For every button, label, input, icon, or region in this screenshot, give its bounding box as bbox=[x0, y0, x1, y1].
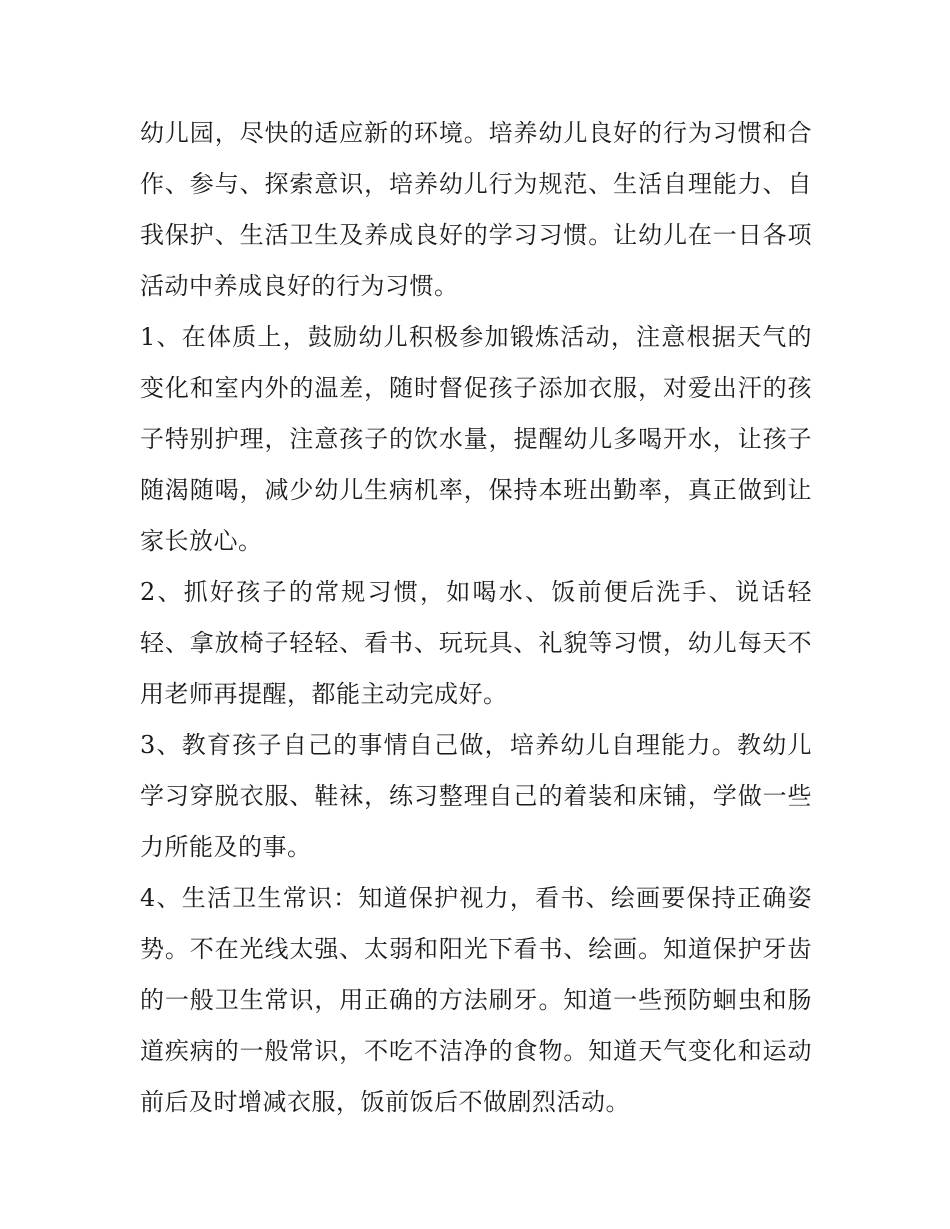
paragraph-item-1: 1、在体质上，鼓励幼儿积极参加锻炼活动，注意根据天气的变化和室内外的温差，随时督促孩子添加衣服，对爱出汗的孩子特别护理，注意孩子的饮水量，提醒幼儿多喝开水，让孩子随渴随喝，减少幼儿生病机率，保持本班出勤率，真正做到让家长放心。 bbox=[140, 323, 812, 555]
paragraph-item-2: 2、抓好孩子的常规习惯，如喝水、饭前便后洗手、说话轻轻、拿放椅子轻轻、看书、玩玩具、礼貌等习惯，幼儿每天不用老师再提醒，都能主动完成好。 bbox=[140, 578, 812, 708]
document-body bbox=[140, 108, 812, 1128]
paragraph-item-3: 3、教育孩子自己的事情自己做，培养幼儿自理能力。教幼儿学习穿脱衣服、鞋袜，练习整理自己的着装和床铺，学做一些力所能及的事。 bbox=[140, 731, 812, 861]
paragraph-intro: 幼儿园，尽快的适应新的环境。培养幼儿良好的行为习惯和合作、参与、探索意识，培养幼儿行为规范、生活自理能力、自我保护、生活卫生及养成良好的学习习惯。让幼儿在一日各项活动中养成良好的行为习惯。 bbox=[140, 119, 812, 300]
paragraph-item-4: 4、生活卫生常识：知道保护视力，看书、绘画要保持正确姿势。不在光线太强、太弱和阳光下看书、绘画。知道保护牙齿的一般卫生常识，用正确的方法刷牙。知道一些预防蛔虫和肠道疾病的一般常识，不吃不洁净的食物。知道天气变化和运动前后及时增减衣服，饭前饭后不做剧烈活动。 bbox=[140, 884, 812, 1116]
